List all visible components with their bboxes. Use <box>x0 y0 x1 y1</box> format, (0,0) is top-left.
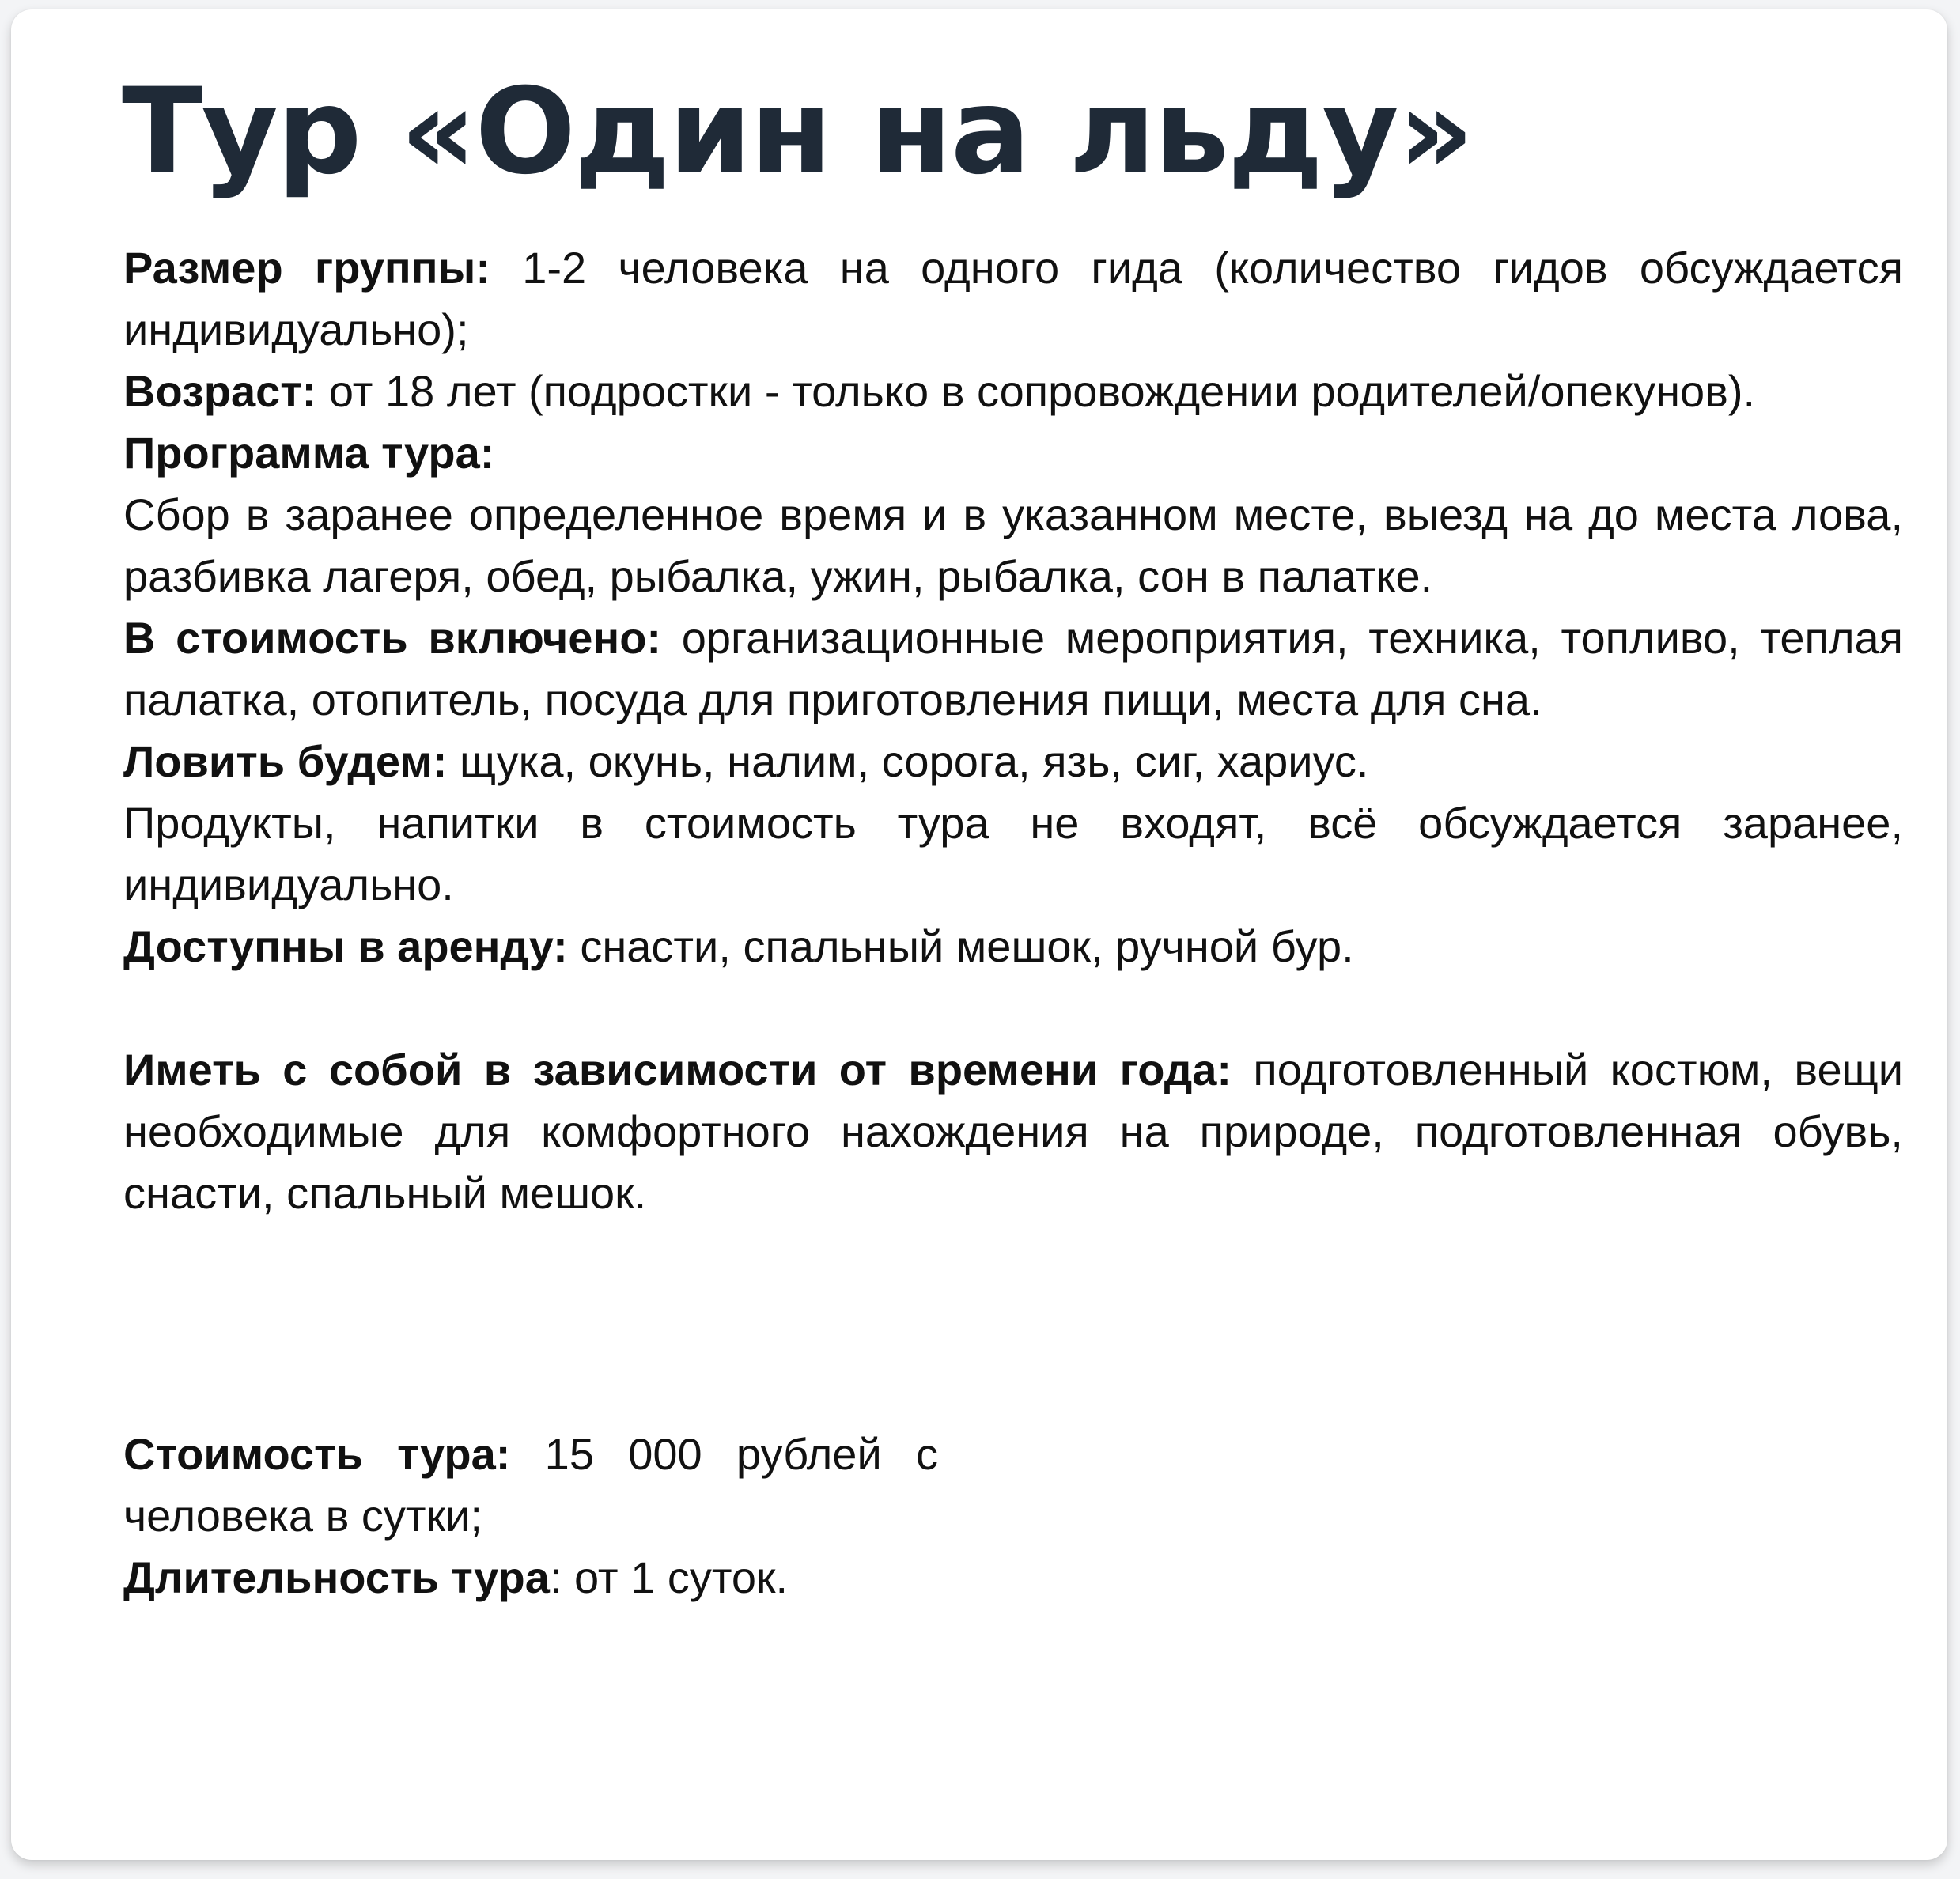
group-size-paragraph <box>123 237 1903 361</box>
bring-value: подготовленный костюм, вещи необходимые для комфортного нахождения на природе, подготовленная обувь, снасти, спальный мешок. <box>123 1045 1903 1218</box>
section-spacer <box>123 1224 1903 1423</box>
age-value: от 18 лет (подростки - только в сопровождении родителей/опекунов). <box>316 366 1756 416</box>
program-label-line <box>123 422 1903 484</box>
price-label: Стоимость тура: <box>123 1429 511 1479</box>
program-paragraph: Сбор в заранее определенное время и в указанном месте, выезд на до места лова, разбивка лагеря, обед, рыбалка, ужин, рыбалка, сон в палатке. <box>123 490 1903 601</box>
program-label: Программа тура: <box>123 428 495 478</box>
group-size-value: 1-2 человека на одного гида (количество гидов обсуждается индивидуально); <box>123 243 1904 354</box>
fish-paragraph <box>123 731 1903 792</box>
rent-label: Доступны в аренду: <box>123 921 568 971</box>
rent-paragraph <box>123 916 1903 977</box>
duration-value: : от 1 суток. <box>549 1552 789 1602</box>
price-value: 15 000 рублей с человека в сутки; <box>123 1429 938 1541</box>
included-value: организационные мероприятия, техника, топливо, теплая палатка, отопитель, посуда для приготовления пищи, места для сна. <box>123 613 1903 724</box>
price-paragraph <box>123 1423 938 1547</box>
age-label: Возраст: <box>123 366 317 416</box>
section-spacer <box>123 977 1903 1039</box>
group-size-label: Размер группы: <box>123 243 490 293</box>
page-title: Тур «Один на льду» <box>122 63 1473 201</box>
duration-label: Длительность тура <box>123 1552 550 1602</box>
tour-card <box>11 9 1947 1860</box>
fish-label: Ловить будем: <box>123 736 448 786</box>
tour-details <box>123 237 1903 1609</box>
bring-paragraph <box>123 1039 1903 1224</box>
bring-label: Иметь с собой в зависимости от времени года: <box>123 1045 1232 1095</box>
food-note-paragraph: Продукты, напитки в стоимость тура не входят, всё обсуждается заранее, индивидуально. <box>123 798 1903 909</box>
rent-value: снасти, спальный мешок, ручной бур. <box>567 921 1354 971</box>
included-paragraph <box>123 607 1903 731</box>
included-label: В стоимость включено: <box>123 613 662 663</box>
age-paragraph <box>123 361 1903 422</box>
fish-value: щука, окунь, налим, сорога, язь, сиг, хариус. <box>447 736 1369 786</box>
price-block <box>123 1423 938 1609</box>
duration-paragraph <box>123 1547 938 1609</box>
